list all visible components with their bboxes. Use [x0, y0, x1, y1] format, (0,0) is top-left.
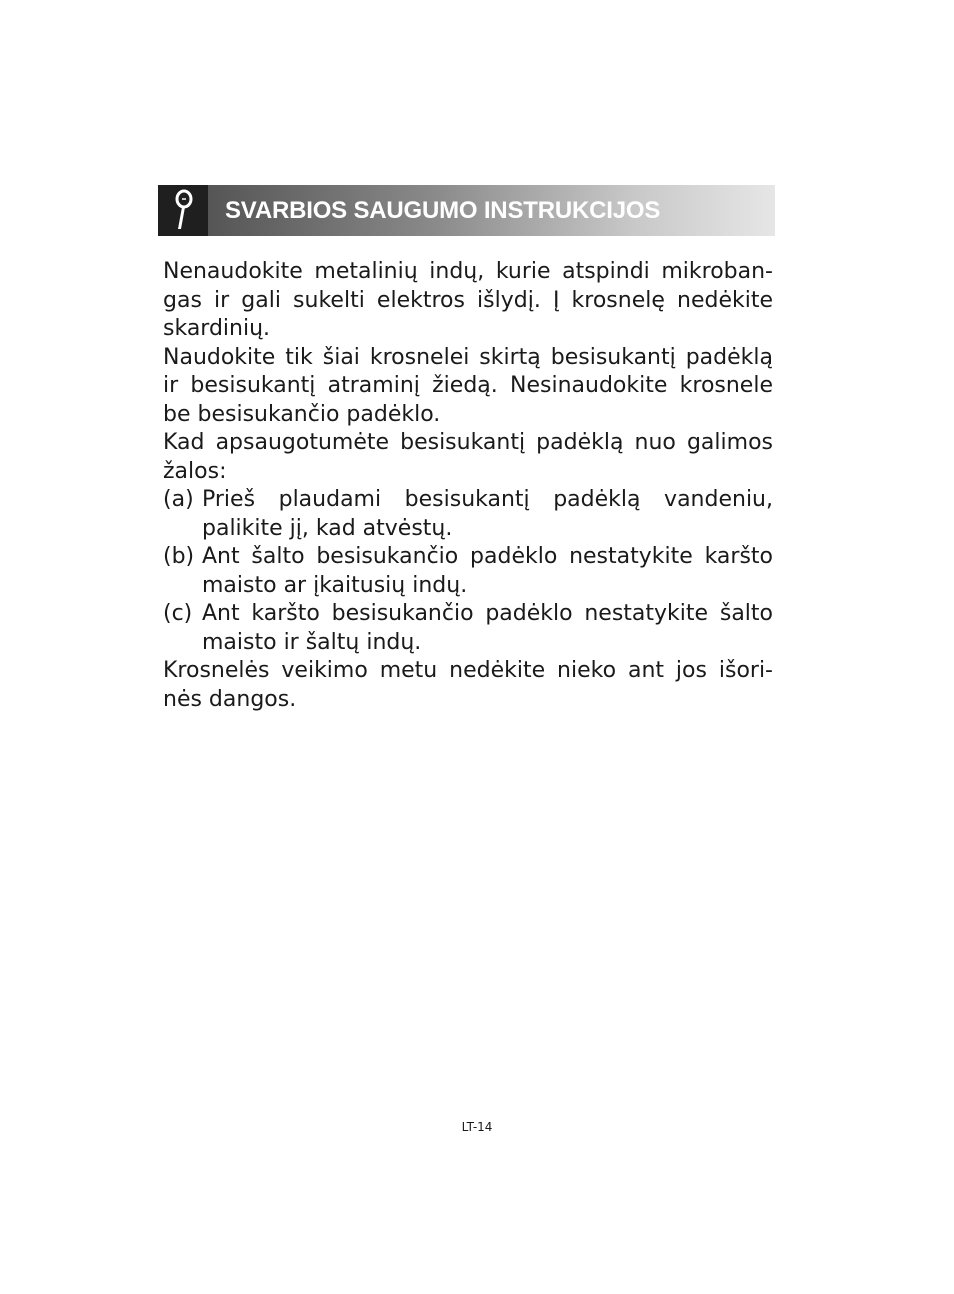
list-item — [163, 600, 773, 657]
list-marker: (c) — [163, 601, 193, 626]
list-marker: (b) — [163, 544, 195, 569]
instructions-body — [163, 258, 773, 714]
precautions-list — [163, 486, 773, 657]
section-header — [158, 185, 775, 236]
list-item-text: Ant šalto besisukančio padėklo nestatykite karšto maisto ar įkaitusių indų. — [202, 544, 773, 598]
page-number: LT-14 — [461, 1120, 493, 1134]
key-icon — [171, 189, 195, 233]
paragraph-metal-utensils: Nenaudokite metalinių indų, kurie atspindi mikroban-gas ir gali sukelti elektros išlydį. Į krosnelę nedėkite skardinių. — [163, 259, 773, 341]
list-item — [163, 486, 773, 543]
header-title-box — [208, 185, 775, 236]
list-item — [163, 543, 773, 600]
paragraph-turntable: Naudokite tik šiai krosnelei skirtą besisukantį padėklą ir besisukantį atraminį žiedą. Nesinaudokite krosnele be besisukančio padėklo. — [163, 344, 773, 427]
header-icon-box — [158, 185, 208, 236]
list-item-text: Ant karšto besisukančio padėklo nestatykite šalto maisto ir šaltų indų. — [202, 601, 773, 655]
paragraph-protect-turntable: Kad apsaugotumėte besisukantį padėklą nuo galimos žalos: — [163, 430, 773, 484]
section-title: SVARBIOS SAUGUMO INSTRUKCIJOS — [225, 196, 661, 224]
list-marker: (a) — [163, 487, 194, 512]
list-item-text: Prieš plaudami besisukantį padėklą vandeniu, palikite jį, kad atvėstų. — [202, 487, 773, 541]
paragraph-outer-cover: Krosnelės veikimo metu nedėkite nieko ant jos išori-nės dangos. — [163, 658, 773, 712]
